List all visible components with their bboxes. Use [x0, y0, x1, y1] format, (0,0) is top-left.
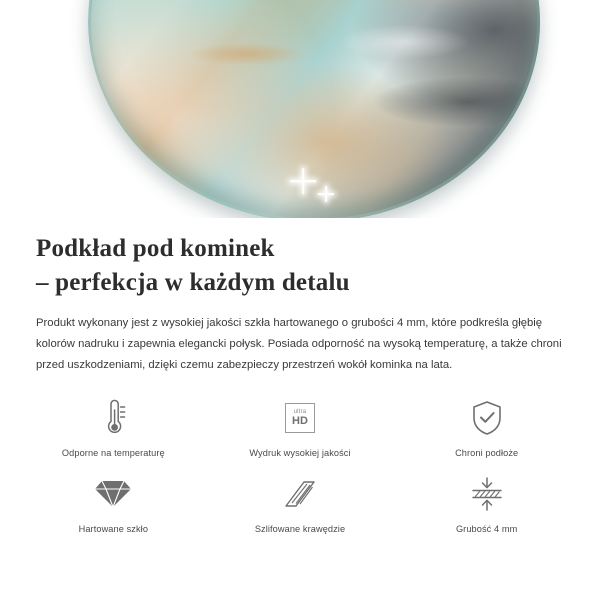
feature-label: Grubość 4 mm: [455, 524, 518, 534]
hero-image: [0, 0, 600, 218]
diamond-icon: [94, 472, 132, 516]
feature-label: Wydruk wysokiej jakości: [249, 448, 351, 458]
product-description-text: Produkt wykonany jest z wysokiej jakości szkła hartowanego o grubości 4 mm, które podkreśla głębię kolorów nadruku i zapewnia elegancki połysk. Posiada odporność na wysoką temperaturę, a także chroni przed uszkodzeniami, dzięki czemu zabezpieczy przestrzeń wokół kominka na lata.: [36, 317, 562, 371]
thickness-arrows-icon: [468, 472, 506, 516]
shield-check-icon: [469, 396, 505, 440]
polished-edge-icon: [282, 472, 318, 516]
feature-surface-protection: [393, 396, 580, 472]
ultra-hd-badge-bottom: HD: [292, 415, 308, 427]
thermometer-icon: [96, 396, 130, 440]
headline-line-1: Podkład pod kominek: [36, 235, 275, 262]
headline-line-2: – perfekcja w każdym detalu: [36, 269, 350, 296]
feature-label: Chroni podłoże: [455, 448, 519, 458]
feature-label: Hartowane szkło: [78, 524, 149, 534]
feature-tempered-glass: [20, 472, 207, 548]
feature-grid: [20, 396, 580, 548]
ultra-hd-icon: [285, 396, 315, 440]
feature-polished-edges: [207, 472, 394, 548]
feature-temperature-resistant: [20, 396, 207, 472]
glass-disc-graphic: [88, 0, 540, 218]
page-title: [36, 232, 576, 300]
feature-label: Odporne na temperaturę: [61, 448, 165, 458]
feature-thickness: [393, 472, 580, 548]
feature-label: Szlifowane krawędzie: [254, 524, 346, 534]
ultra-hd-badge-top: ultra: [293, 409, 307, 415]
feature-print-quality: [207, 396, 394, 472]
